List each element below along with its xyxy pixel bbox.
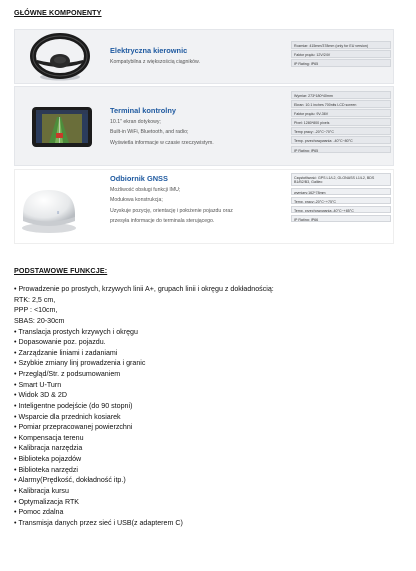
product-desc-line: Modułowa konstrukcja;	[110, 197, 163, 204]
spec-item: Faktor prądu: 12V/24V	[291, 50, 391, 58]
spec-item: Temp. przechowywania:-40°C~+85°C	[291, 206, 391, 214]
feature-item: SBAS: 20-30cm	[14, 316, 65, 325]
gnss-receiver-image	[17, 184, 81, 236]
feature-item: RTK: 2,5 cm,	[14, 295, 56, 304]
feature-item: • Kalibracja narzędzia	[14, 444, 83, 453]
product-name: Terminal kontrolny	[110, 106, 176, 115]
feature-item: • Inteligentne podejście (do 90 stopni)	[14, 401, 133, 410]
feature-item: • Pomiar przepracowanej powierzchni	[14, 423, 133, 432]
feature-item: • Zarządzanie liniami i zadaniami	[14, 348, 118, 357]
spec-item: IP Rating: IP65	[291, 59, 391, 67]
feature-item: • Dopasowanie poz. pojazdu.	[14, 338, 106, 347]
spec-item: Częstotliwość: GPS L1/L2, GLONASS L1/L2, BDS B1/B2/B3, Galileo	[291, 173, 391, 186]
feature-item: • Smart U-Turn	[14, 380, 62, 389]
feature-item: • Szybkie zmiany linj prowadzenia i granic	[14, 359, 146, 368]
feature-item: • Widok 3D & 2D	[14, 391, 67, 400]
feature-item: • Alarmy(Prędkość, dokładność itp.)	[14, 476, 126, 485]
product-desc	[110, 185, 233, 227]
spec-item: Rozmiar: 415mm/378mm (only for EU version)	[291, 41, 391, 49]
feature-item: • Przegląd/Str. z podsumowaniem	[14, 370, 121, 378]
steering-wheel-image	[29, 33, 91, 82]
spec-item: IP Rating: IP65	[291, 146, 391, 154]
terminal-image	[31, 105, 93, 149]
product-desc-line: 10.1" ekran dotykowy;	[110, 119, 161, 125]
spec-item: Ekran: 10.1 inches 700nits LCD screen	[291, 100, 391, 108]
feature-item: • Kompensacja terenu	[14, 433, 84, 442]
feature-list	[14, 284, 404, 528]
spec-item: Wymiar: 273*180*40mm	[291, 91, 391, 99]
spec-item: Temp pracy: -20°C~70°C	[291, 127, 391, 135]
product-card-gnss	[14, 169, 394, 244]
section-title-features: PODSTAWOWE FUNKCJE:	[14, 266, 108, 275]
spec-item: Temp. pracy:-20°C~+75°C	[291, 197, 391, 205]
feature-item: • Optymalizacja RTK	[14, 497, 80, 506]
feature-item: • Kalibracja kursu	[14, 486, 69, 495]
feature-item: • Wsparcie dla przednich kosiarek	[14, 412, 121, 421]
product-desc-line: Możliwość obsługi funkcji IMU;	[110, 187, 181, 193]
spec-item: Temp. przechowywania: -40°C~80°C	[291, 136, 391, 144]
spec-list	[291, 173, 391, 224]
feature-item: • Biblioteka narzędzi	[14, 465, 78, 474]
product-desc	[110, 117, 214, 148]
feature-item: • Pomoc zdalna	[14, 508, 64, 517]
section-title-components: GŁÓWNE KOMPONENTY	[14, 8, 102, 17]
feature-item: PPP : <10cm,	[14, 306, 58, 315]
feature-item: • Transmisja danych przez sieć i USB(z adapterem C)	[14, 518, 183, 527]
feature-item: • Biblioteka pojazdów	[14, 455, 82, 463]
product-desc-line: Built-in WiFi, Bluetooth, and radio;	[110, 129, 189, 136]
spec-list	[291, 41, 391, 68]
spec-item: wymiary:162*78mm	[291, 188, 391, 196]
feature-item: • Prowadzenie po prostych, krzywych linii A+, grupach linii i okręgu z dokładnością:	[14, 285, 274, 293]
spec-list	[291, 91, 391, 155]
spec-item: IP Rating: IP66	[291, 215, 391, 223]
product-card-steering-wheel	[14, 29, 394, 84]
product-name: Odbiornik GNSS	[110, 174, 168, 183]
spec-item: Pixel: 1280*800 pixels	[291, 118, 391, 126]
spec-item: Faktor prądu: 9V-36V	[291, 109, 391, 117]
product-name: Elektryczna kierownic	[110, 46, 188, 55]
svg-text:≡: ≡	[57, 210, 60, 215]
product-card-terminal	[14, 86, 394, 166]
feature-item: • Translacja prostych krzywych i okręgu	[14, 327, 138, 336]
product-desc-line: przesyła informacje do terminala sterującego.	[110, 218, 215, 225]
product-desc-line: Wyświetla informacje w czasie rzeczywistym.	[110, 139, 214, 146]
product-desc-line: Uzyskuje pozycję, orientację i położenie pojazdu oraz	[110, 207, 233, 214]
product-desc-line: Kompatybilna z większością ciągników.	[110, 59, 200, 65]
